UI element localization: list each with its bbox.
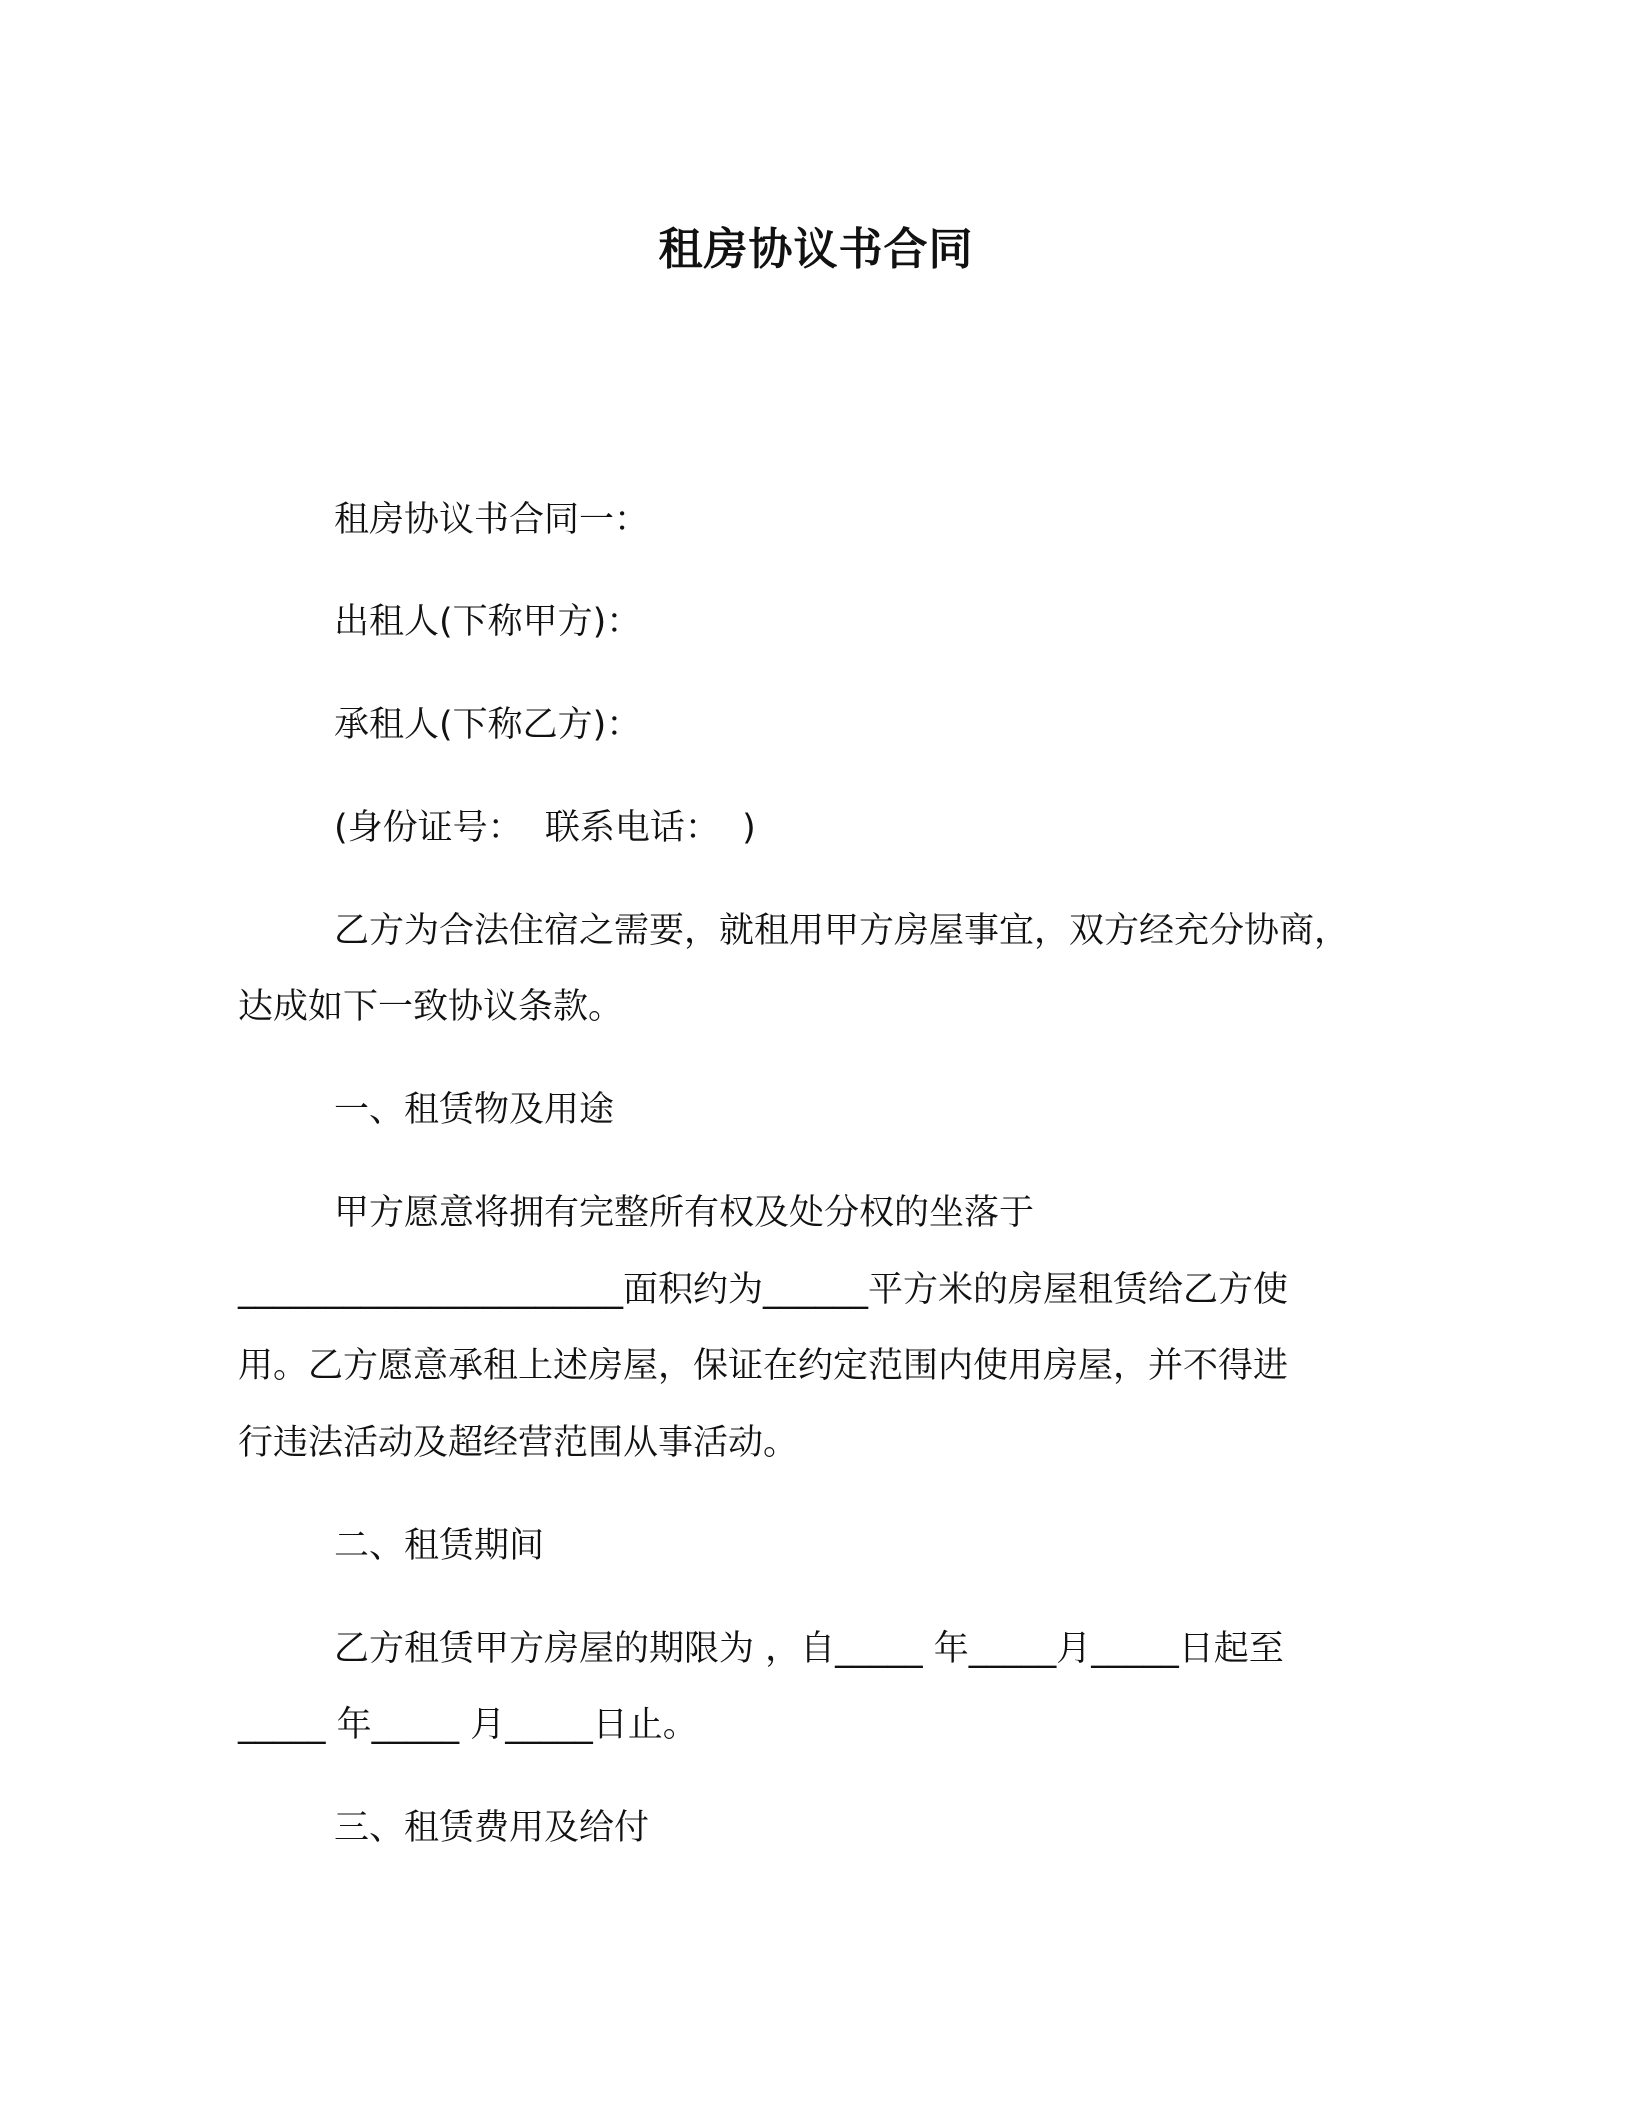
lessor-line: 出租人(下称甲方)： [334,602,642,642]
section-2-paragraph-line-1: 乙方租赁甲方房屋的期限为 ，自_____ 年_____月_____日起至 [334,1629,1284,1669]
section-heading-2: 二、租赁期间 [334,1526,545,1566]
contract-subtitle: 租房协议书合同一： [334,500,650,540]
section-2-paragraph-line-2: _____ 年_____ 月_____日止。 [238,1705,698,1745]
intro-paragraph-line-2: 达成如下一致协议条款。 [238,987,624,1027]
section-1-paragraph-line-4: 行违法活动及超经营范围从事活动。 [238,1423,799,1463]
section-1-paragraph-line-2: ______________________面积约为______平方米的房屋租赁给乙方使 [238,1270,1289,1310]
section-heading-1: 一、租赁物及用途 [334,1090,615,1130]
id-phone-line: (身份证号： 联系电话： ) [334,808,756,848]
intro-paragraph-line-1: 乙方为合法住宿之需要，就租用甲方房屋事宜，双方经充分协商， [334,911,1350,951]
document-title: 租房协议书合同 [658,224,974,275]
section-heading-3: 三、租赁费用及给付 [334,1808,650,1848]
section-1-paragraph-line-3: 用。乙方愿意承租上述房屋，保证在约定范围内使用房屋，并不得进 [238,1346,1289,1386]
section-1-paragraph-line-1: 甲方愿意将拥有完整所有权及处分权的坐落于 [334,1193,1035,1233]
lessee-line: 承租人(下称乙方)： [334,705,642,745]
